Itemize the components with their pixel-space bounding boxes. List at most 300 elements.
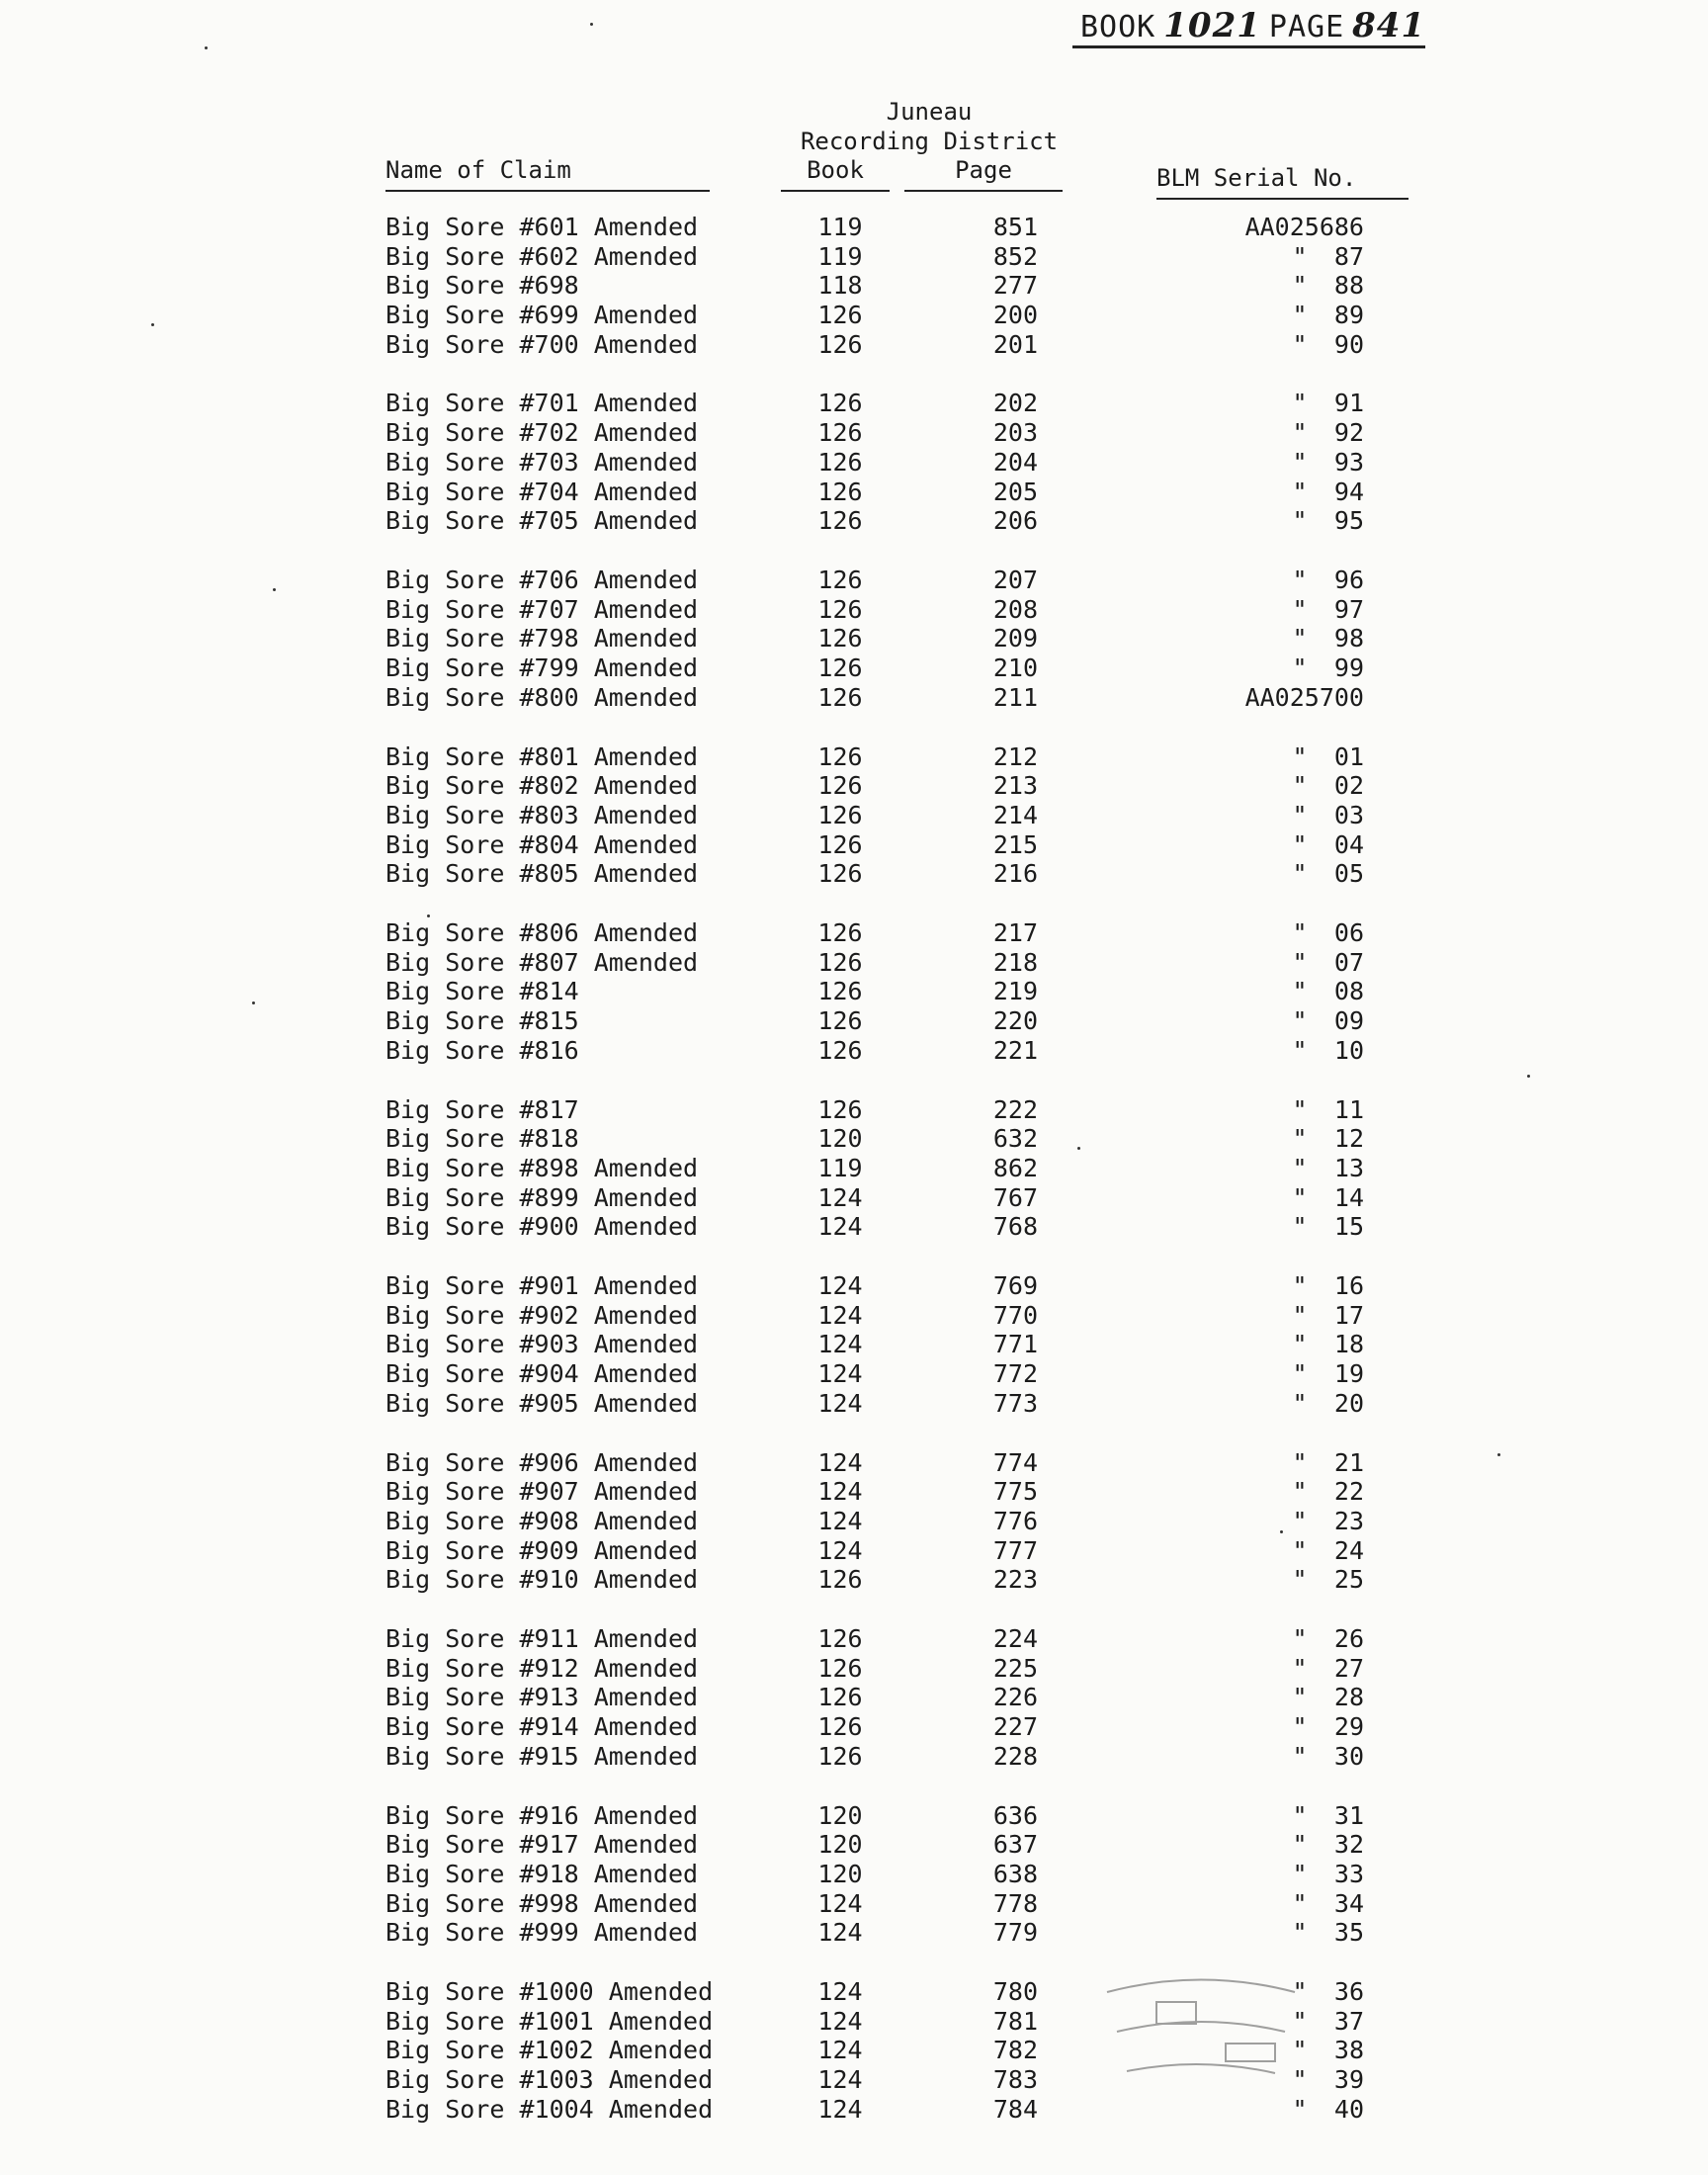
claim-name: Big Sore #907 Amended <box>385 1477 699 1506</box>
blm-ditto-mark: " <box>1292 1624 1308 1653</box>
claim-book: 124 <box>817 1977 863 2006</box>
table-row <box>0 418 1708 448</box>
blm-ditto-mark: " <box>1292 418 1308 447</box>
blm-serial-suffix: 02 <box>1333 771 1364 800</box>
book-label: BOOK <box>1080 10 1156 44</box>
claim-name: Big Sore #700 Amended <box>385 330 699 359</box>
claim-book: 126 <box>817 653 863 682</box>
page-number: 841 <box>1352 6 1426 45</box>
claim-book: 126 <box>817 1742 863 1771</box>
blm-serial-suffix: 21 <box>1333 1448 1364 1477</box>
blm-ditto-mark: " <box>1292 506 1308 535</box>
claim-name: Big Sore #908 Amended <box>385 1507 699 1535</box>
table-row <box>0 948 1708 978</box>
table-row <box>0 742 1708 772</box>
table-row <box>0 918 1708 948</box>
claim-name: Big Sore #915 Amended <box>385 1742 699 1771</box>
claim-page: 200 <box>992 301 1038 329</box>
blm-ditto-mark: " <box>1292 1183 1308 1212</box>
district-title-line2: Recording District <box>800 128 1059 155</box>
claim-page: 779 <box>992 1918 1038 1947</box>
blm-serial-suffix: 15 <box>1333 1212 1364 1241</box>
blm-serial-suffix: 16 <box>1333 1271 1364 1300</box>
claim-book: 120 <box>817 1830 863 1859</box>
blm-serial-suffix: 17 <box>1333 1301 1364 1330</box>
blm-ditto-mark: " <box>1292 1389 1308 1418</box>
claim-name: Big Sore #1002 Amended <box>385 2036 714 2064</box>
claim-book: 124 <box>817 1507 863 1535</box>
blm-serial-suffix: 92 <box>1333 418 1364 447</box>
claim-book: 126 <box>817 1036 863 1065</box>
claim-name: Big Sore #805 Amended <box>385 859 699 888</box>
blm-serial-suffix: 06 <box>1333 918 1364 947</box>
blm-serial-suffix: 31 <box>1333 1801 1364 1830</box>
blm-serial-suffix: 03 <box>1333 801 1364 829</box>
claim-book: 126 <box>817 478 863 506</box>
table-row <box>0 242 1708 272</box>
blm-serial-suffix: 98 <box>1333 624 1364 652</box>
claim-book: 120 <box>817 1124 863 1153</box>
claim-book: 124 <box>817 2065 863 2094</box>
claim-name: Big Sore #804 Amended <box>385 830 699 859</box>
table-row <box>0 1183 1708 1213</box>
claim-page: 215 <box>992 830 1038 859</box>
claim-page: 218 <box>992 948 1038 977</box>
claim-name: Big Sore #799 Amended <box>385 653 699 682</box>
claim-name: Big Sore #904 Amended <box>385 1359 699 1388</box>
claim-page: 781 <box>992 2007 1038 2036</box>
claim-page: 205 <box>992 478 1038 506</box>
claim-name: Big Sore #1001 Amended <box>385 2007 714 2036</box>
claim-book: 118 <box>817 271 863 300</box>
table-row <box>0 624 1708 653</box>
blm-ditto-mark: " <box>1292 1742 1308 1771</box>
claim-book: 126 <box>817 301 863 329</box>
blm-serial-suffix: 07 <box>1333 948 1364 977</box>
blm-ditto-mark: " <box>1292 2095 1308 2124</box>
claim-name: Big Sore #801 Amended <box>385 742 699 771</box>
blm-serial-suffix: 89 <box>1333 301 1364 329</box>
claim-page: 216 <box>992 859 1038 888</box>
claim-page: 222 <box>992 1095 1038 1124</box>
claim-name: Big Sore #698 <box>385 271 579 300</box>
blm-serial-suffix: 38 <box>1333 2036 1364 2064</box>
claim-name: Big Sore #912 Amended <box>385 1654 699 1683</box>
table-row <box>0 1448 1708 1478</box>
table-row <box>0 2036 1708 2065</box>
claim-book: 126 <box>817 801 863 829</box>
column-header-page-label: Page <box>955 156 1012 184</box>
blm-serial-suffix: 26 <box>1333 1624 1364 1653</box>
table-row <box>0 1359 1708 1389</box>
table-row <box>0 1624 1708 1654</box>
claim-name: Big Sore #1003 Amended <box>385 2065 714 2094</box>
claim-name: Big Sore #806 Amended <box>385 918 699 947</box>
column-header-book-label: Book <box>807 156 864 184</box>
blm-serial-suffix: 20 <box>1333 1389 1364 1418</box>
claim-book: 126 <box>817 1095 863 1124</box>
blm-serial-suffix: 30 <box>1333 1742 1364 1771</box>
claim-page: 220 <box>992 1006 1038 1035</box>
blm-ditto-mark: " <box>1292 1712 1308 1741</box>
claim-page: 204 <box>992 448 1038 477</box>
table-row <box>0 683 1708 713</box>
claim-name: Big Sore #602 Amended <box>385 242 699 271</box>
table-row <box>0 1154 1708 1183</box>
blm-serial-suffix: 97 <box>1333 595 1364 624</box>
claim-book: 126 <box>817 566 863 594</box>
table-row <box>0 271 1708 301</box>
claim-page: 637 <box>992 1830 1038 1859</box>
claim-name: Big Sore #701 Amended <box>385 389 699 417</box>
claim-page: 638 <box>992 1860 1038 1888</box>
blm-ditto-mark: " <box>1292 1330 1308 1358</box>
blm-ditto-mark: " <box>1292 1006 1308 1035</box>
page-label: PAGE <box>1268 10 1345 44</box>
claim-name: Big Sore #901 Amended <box>385 1271 699 1300</box>
table-row <box>0 1124 1708 1154</box>
claim-page: 776 <box>992 1507 1038 1535</box>
district-title-line1: Juneau <box>886 98 973 126</box>
blm-ditto-mark: " <box>1292 624 1308 652</box>
claim-book: 124 <box>817 2007 863 2036</box>
blm-ditto-mark: " <box>1292 1801 1308 1830</box>
recording-stamp-icon <box>1087 1962 1315 2101</box>
blm-ditto-mark: " <box>1292 918 1308 947</box>
blm-ditto-mark: " <box>1292 1095 1308 1124</box>
blm-serial-suffix: 39 <box>1333 2065 1364 2094</box>
blm-serial-suffix: 99 <box>1333 653 1364 682</box>
claim-book: 120 <box>817 1801 863 1830</box>
table-row <box>0 1477 1708 1507</box>
table-row <box>0 1889 1708 1919</box>
blm-serial-suffix: 95 <box>1333 506 1364 535</box>
claim-page: 214 <box>992 801 1038 829</box>
claim-book: 124 <box>817 1271 863 1300</box>
table-row <box>0 595 1708 625</box>
blm-serial-suffix: 08 <box>1333 977 1364 1005</box>
blm-ditto-mark: " <box>1292 595 1308 624</box>
blm-serial-suffix: 04 <box>1333 830 1364 859</box>
blm-ditto-mark: " <box>1292 2065 1308 2094</box>
claim-page: 780 <box>992 1977 1038 2006</box>
claim-name: Big Sore #903 Amended <box>385 1330 699 1358</box>
claim-page: 225 <box>992 1654 1038 1683</box>
blm-ditto-mark: " <box>1292 448 1308 477</box>
blm-ditto-mark: " <box>1292 1683 1308 1711</box>
blm-ditto-mark: " <box>1292 1889 1308 1918</box>
claim-book: 124 <box>817 2036 863 2064</box>
claim-page: 217 <box>992 918 1038 947</box>
blm-ditto-mark: " <box>1292 1212 1308 1241</box>
blm-serial-suffix: 13 <box>1333 1154 1364 1182</box>
blm-ditto-mark: " <box>1292 478 1308 506</box>
blm-ditto-mark: " <box>1292 1359 1308 1388</box>
blm-ditto-mark: " <box>1292 1536 1308 1565</box>
table-row <box>0 977 1708 1006</box>
claim-name: Big Sore #815 <box>385 1006 579 1035</box>
claim-page: 632 <box>992 1124 1038 1153</box>
blm-serial-suffix: 09 <box>1333 1006 1364 1035</box>
claim-page: 206 <box>992 506 1038 535</box>
claim-book: 126 <box>817 771 863 800</box>
claim-page: 227 <box>992 1712 1038 1741</box>
table-row <box>0 830 1708 860</box>
claim-page: 777 <box>992 1536 1038 1565</box>
table-row <box>0 1742 1708 1772</box>
claim-page: 769 <box>992 1271 1038 1300</box>
claim-book: 124 <box>817 1536 863 1565</box>
table-row <box>0 1095 1708 1125</box>
book-page-header <box>1072 6 1425 48</box>
claim-book: 124 <box>817 1918 863 1947</box>
blm-ditto-mark: " <box>1292 1918 1308 1947</box>
table-row <box>0 478 1708 507</box>
blm-ditto-mark: " <box>1292 389 1308 417</box>
table-row <box>0 213 1708 242</box>
claim-page: 213 <box>992 771 1038 800</box>
blm-serial-suffix: 22 <box>1333 1477 1364 1506</box>
claim-page: 208 <box>992 595 1038 624</box>
table-row <box>0 2065 1708 2095</box>
blm-serial-suffix: 25 <box>1333 1565 1364 1594</box>
column-header-blm-label: BLM Serial No. <box>1156 164 1357 192</box>
blm-ditto-mark: " <box>1292 1448 1308 1477</box>
claim-book: 126 <box>817 448 863 477</box>
claim-page: 772 <box>992 1359 1038 1388</box>
claim-name: Big Sore #807 Amended <box>385 948 699 977</box>
claim-name: Big Sore #704 Amended <box>385 478 699 506</box>
table-row <box>0 1271 1708 1301</box>
blm-serial-suffix: 90 <box>1333 330 1364 359</box>
table-row <box>0 653 1708 683</box>
claim-page: 277 <box>992 271 1038 300</box>
blm-serial-suffix: 35 <box>1333 1918 1364 1947</box>
blm-serial-suffix: 37 <box>1333 2007 1364 2036</box>
blm-serial-suffix: 01 <box>1333 742 1364 771</box>
blm-ditto-mark: " <box>1292 301 1308 329</box>
blm-ditto-mark: " <box>1292 1507 1308 1535</box>
blm-ditto-mark: " <box>1292 742 1308 771</box>
blm-serial-full: AA025686 <box>1244 213 1364 241</box>
claim-page: 775 <box>992 1477 1038 1506</box>
claim-book: 126 <box>817 742 863 771</box>
table-row <box>0 448 1708 478</box>
table-row <box>0 1330 1708 1359</box>
claim-name: Big Sore #918 Amended <box>385 1860 699 1888</box>
table-row <box>0 301 1708 330</box>
claim-book: 126 <box>817 1006 863 1035</box>
claim-book: 126 <box>817 830 863 859</box>
blm-ditto-mark: " <box>1292 1565 1308 1594</box>
blm-ditto-mark: " <box>1292 1301 1308 1330</box>
claim-name: Big Sore #913 Amended <box>385 1683 699 1711</box>
claim-book: 126 <box>817 1683 863 1711</box>
claim-book: 126 <box>817 418 863 447</box>
claim-page: 201 <box>992 330 1038 359</box>
blm-ditto-mark: " <box>1292 1271 1308 1300</box>
claim-page: 774 <box>992 1448 1038 1477</box>
claim-book: 124 <box>817 1389 863 1418</box>
table-row <box>0 1712 1708 1742</box>
claim-name: Big Sore #800 Amended <box>385 683 699 712</box>
column-header-page <box>904 156 1063 184</box>
blm-serial-suffix: 24 <box>1333 1536 1364 1565</box>
claim-book: 124 <box>817 1359 863 1388</box>
claim-book: 124 <box>817 1183 863 1212</box>
claim-name: Big Sore #999 Amended <box>385 1918 699 1947</box>
blm-serial-suffix: 94 <box>1333 478 1364 506</box>
claim-page: 852 <box>992 242 1038 271</box>
claim-book: 126 <box>817 389 863 417</box>
claim-name: Big Sore #601 Amended <box>385 213 699 241</box>
table-row <box>0 1301 1708 1331</box>
table-row <box>0 1830 1708 1860</box>
claim-page: 228 <box>992 1742 1038 1771</box>
claim-book: 126 <box>817 1712 863 1741</box>
claim-book: 126 <box>817 683 863 712</box>
claim-name: Big Sore #909 Amended <box>385 1536 699 1565</box>
claim-book: 126 <box>817 1565 863 1594</box>
blm-serial-suffix: 96 <box>1333 566 1364 594</box>
claim-name: Big Sore #817 <box>385 1095 579 1124</box>
blm-ditto-mark: " <box>1292 1154 1308 1182</box>
column-header-blm <box>1156 164 1409 192</box>
claim-book: 124 <box>817 1448 863 1477</box>
claim-name: Big Sore #706 Amended <box>385 566 699 594</box>
blm-serial-suffix: 14 <box>1333 1183 1364 1212</box>
claim-page: 211 <box>992 683 1038 712</box>
claim-name: Big Sore #705 Amended <box>385 506 699 535</box>
table-row <box>0 2095 1708 2125</box>
table-row <box>0 1006 1708 1036</box>
blm-serial-suffix: 33 <box>1333 1860 1364 1888</box>
claim-book: 124 <box>817 1330 863 1358</box>
table-row <box>0 2007 1708 2037</box>
blm-serial-suffix: 23 <box>1333 1507 1364 1535</box>
column-header-name <box>385 156 710 184</box>
table-row <box>0 1683 1708 1712</box>
table-row <box>0 1977 1708 2007</box>
blm-serial-suffix: 12 <box>1333 1124 1364 1153</box>
claim-name: Big Sore #802 Amended <box>385 771 699 800</box>
blm-serial-suffix: 32 <box>1333 1830 1364 1859</box>
claim-book: 126 <box>817 330 863 359</box>
blm-ditto-mark: " <box>1292 330 1308 359</box>
claim-name: Big Sore #998 Amended <box>385 1889 699 1918</box>
column-header-book <box>781 156 890 184</box>
table-row <box>0 801 1708 830</box>
claim-name: Big Sore #900 Amended <box>385 1212 699 1241</box>
claim-book: 126 <box>817 977 863 1005</box>
claim-name: Big Sore #702 Amended <box>385 418 699 447</box>
blm-ditto-mark: " <box>1292 830 1308 859</box>
claim-page: 773 <box>992 1389 1038 1418</box>
claim-name: Big Sore #1004 Amended <box>385 2095 714 2124</box>
blm-serial-suffix: 29 <box>1333 1712 1364 1741</box>
blm-ditto-mark: " <box>1292 271 1308 300</box>
claim-book: 120 <box>817 1860 863 1888</box>
claim-page: 210 <box>992 653 1038 682</box>
claim-name: Big Sore #905 Amended <box>385 1389 699 1418</box>
blm-ditto-mark: " <box>1292 977 1308 1005</box>
claim-page: 224 <box>992 1624 1038 1653</box>
blm-ditto-mark: " <box>1292 1036 1308 1065</box>
claim-book: 124 <box>817 1889 863 1918</box>
claim-name: Big Sore #902 Amended <box>385 1301 699 1330</box>
claim-page: 851 <box>992 213 1038 241</box>
claim-name: Big Sore #914 Amended <box>385 1712 699 1741</box>
claim-book: 119 <box>817 213 863 241</box>
blm-ditto-mark: " <box>1292 1830 1308 1859</box>
claim-page: 226 <box>992 1683 1038 1711</box>
claim-book: 126 <box>817 506 863 535</box>
blm-ditto-mark: " <box>1292 242 1308 271</box>
blm-serial-suffix: 88 <box>1333 271 1364 300</box>
claim-book: 124 <box>817 2095 863 2124</box>
claim-page: 223 <box>992 1565 1038 1594</box>
claim-page: 768 <box>992 1212 1038 1241</box>
claim-book: 126 <box>817 624 863 652</box>
claim-name: Big Sore #803 Amended <box>385 801 699 829</box>
claim-page: 207 <box>992 566 1038 594</box>
claim-book: 126 <box>817 948 863 977</box>
claim-page: 636 <box>992 1801 1038 1830</box>
claim-name: Big Sore #798 Amended <box>385 624 699 652</box>
blm-ditto-mark: " <box>1292 566 1308 594</box>
table-row <box>0 859 1708 889</box>
table-row <box>0 1389 1708 1419</box>
claim-page: 862 <box>992 1154 1038 1182</box>
claim-book: 126 <box>817 1624 863 1653</box>
blm-serial-suffix: 11 <box>1333 1095 1364 1124</box>
blm-ditto-mark: " <box>1292 859 1308 888</box>
blm-serial-suffix: 87 <box>1333 242 1364 271</box>
blm-ditto-mark: " <box>1292 2007 1308 2036</box>
claim-name: Big Sore #818 <box>385 1124 579 1153</box>
claim-page: 209 <box>992 624 1038 652</box>
blm-ditto-mark: " <box>1292 1124 1308 1153</box>
claim-book: 119 <box>817 242 863 271</box>
blm-ditto-mark: " <box>1292 2036 1308 2064</box>
table-row <box>0 330 1708 360</box>
blm-serial-suffix: 10 <box>1333 1036 1364 1065</box>
blm-serial-suffix: 28 <box>1333 1683 1364 1711</box>
table-row <box>0 389 1708 418</box>
table-row <box>0 1565 1708 1595</box>
claim-book: 126 <box>817 918 863 947</box>
claim-name: Big Sore #707 Amended <box>385 595 699 624</box>
claim-book: 126 <box>817 595 863 624</box>
blm-serial-suffix: 18 <box>1333 1330 1364 1358</box>
table-row <box>0 1654 1708 1684</box>
claim-name: Big Sore #906 Amended <box>385 1448 699 1477</box>
claim-page: 221 <box>992 1036 1038 1065</box>
claim-book: 124 <box>817 1301 863 1330</box>
column-header-name-label: Name of Claim <box>385 156 571 184</box>
claim-book: 119 <box>817 1154 863 1182</box>
blm-ditto-mark: " <box>1292 771 1308 800</box>
table-row <box>0 1212 1708 1242</box>
blm-serial-suffix: 40 <box>1333 2095 1364 2124</box>
claim-book: 124 <box>817 1477 863 1506</box>
table-row <box>0 1918 1708 1948</box>
blm-serial-suffix: 27 <box>1333 1654 1364 1683</box>
table-row <box>0 1860 1708 1889</box>
claim-page: 783 <box>992 2065 1038 2094</box>
claim-name: Big Sore #917 Amended <box>385 1830 699 1859</box>
blm-serial-suffix: 19 <box>1333 1359 1364 1388</box>
